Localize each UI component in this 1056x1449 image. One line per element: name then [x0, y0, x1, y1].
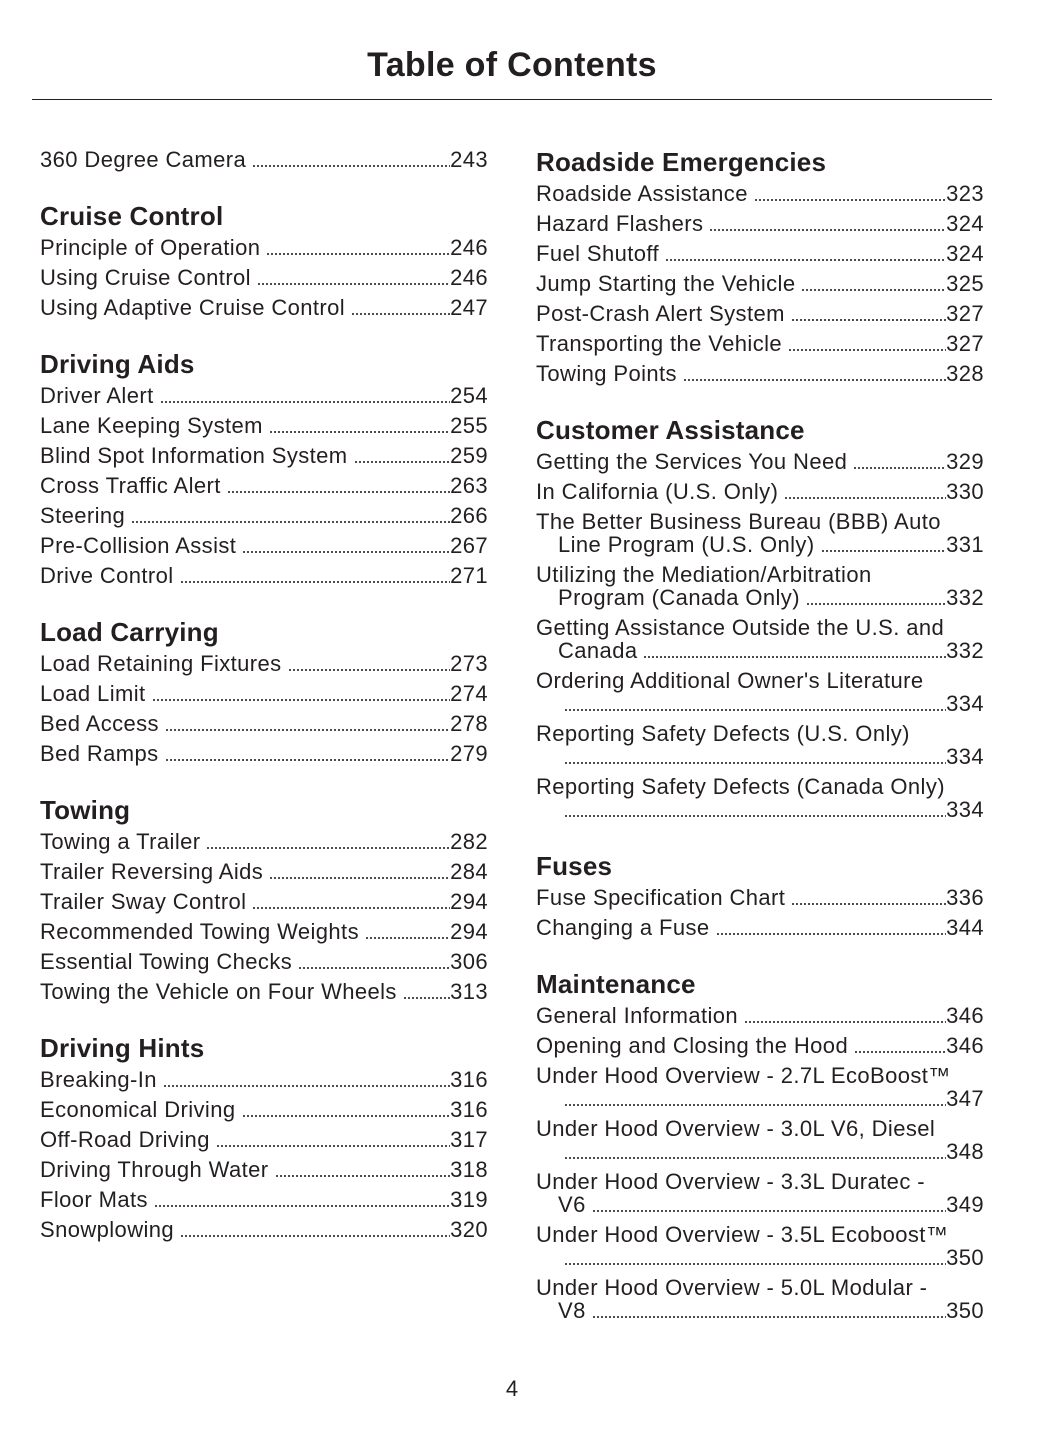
toc-entry-wrapped[interactable]	[536, 507, 984, 560]
entry-page-number: 294	[450, 889, 488, 914]
toc-entry-wrapped[interactable]	[536, 772, 984, 825]
section-heading: Cruise Control	[40, 201, 224, 231]
dot-leader	[227, 491, 450, 493]
dot-leader	[216, 1145, 450, 1147]
entry-title: Essential Towing Checks	[40, 949, 293, 974]
entry-page-number: 324	[946, 241, 984, 266]
section-heading: Towing	[40, 795, 131, 825]
entry-title: Changing a Fuse	[536, 915, 710, 940]
toc-entry[interactable]	[40, 531, 488, 561]
entry-page-number: 266	[450, 503, 488, 528]
entry-page-number: 273	[450, 651, 488, 676]
entry-page-number: 328	[946, 361, 984, 386]
toc-entry[interactable]	[40, 1065, 488, 1095]
entry-page-number: 327	[946, 331, 984, 356]
entry-page-number: 334	[946, 691, 984, 716]
dot-leader	[351, 313, 450, 315]
entry-page-number: 323	[946, 181, 984, 206]
dot-leader	[165, 759, 451, 761]
dot-leader	[269, 431, 450, 433]
entry-title: Driving Through Water	[40, 1157, 269, 1182]
entry-page-number: 263	[450, 473, 488, 498]
entry-page-number: 278	[450, 711, 488, 736]
dot-leader	[564, 815, 946, 817]
toc-entry[interactable]	[40, 381, 488, 411]
entry-title: Line Program (U.S. Only)	[558, 532, 815, 557]
toc-entry[interactable]	[40, 561, 488, 591]
entry-page-number: 349	[946, 1192, 984, 1217]
toc-right-column	[536, 145, 984, 1326]
toc-entry[interactable]	[40, 471, 488, 501]
toc-entry[interactable]	[536, 883, 984, 913]
dot-leader	[592, 1316, 946, 1318]
entry-page-number: 274	[450, 681, 488, 706]
entry-title: Post-Crash Alert System	[536, 301, 785, 326]
dot-leader	[854, 1051, 946, 1053]
dot-leader	[564, 709, 946, 711]
dot-leader	[683, 379, 946, 381]
entry-page-number: 318	[450, 1157, 488, 1182]
dot-leader	[206, 847, 450, 849]
toc-entry-wrapped[interactable]	[536, 1220, 984, 1273]
toc-entry[interactable]	[40, 827, 488, 857]
section-heading: Fuses	[536, 851, 613, 881]
dot-leader	[791, 903, 946, 905]
entry-page-number: 284	[450, 859, 488, 884]
entry-page-number: 332	[946, 638, 984, 663]
entry-title: Jump Starting the Vehicle	[536, 271, 796, 296]
dot-leader	[131, 521, 450, 523]
entry-title: Program (Canada Only)	[558, 585, 800, 610]
toc-entry[interactable]	[536, 583, 984, 613]
toc-entry[interactable]	[40, 263, 488, 293]
toc-entry[interactable]	[40, 739, 488, 769]
entry-title: Under Hood Overview - 3.3L Duratec -	[536, 1169, 925, 1194]
entry-title: Towing Points	[536, 361, 677, 386]
entry-title: Roadside Assistance	[536, 181, 748, 206]
toc-entry[interactable]	[40, 679, 488, 709]
dot-leader	[853, 467, 946, 469]
entry-title: Fuse Specification Chart	[536, 885, 786, 910]
toc-entry[interactable]	[536, 299, 984, 329]
entry-title: Using Cruise Control	[40, 265, 251, 290]
entry-title: Load Limit	[40, 681, 146, 706]
entry-title: Bed Access	[40, 711, 159, 736]
dot-leader	[592, 1210, 946, 1212]
section-heading: Load Carrying	[40, 617, 219, 647]
entry-title: Off-Road Driving	[40, 1127, 210, 1152]
entry-page-number: 279	[450, 741, 488, 766]
dot-leader	[665, 259, 946, 261]
dot-leader	[252, 907, 450, 909]
toc-entry[interactable]	[536, 359, 984, 389]
entry-page-number: 316	[450, 1067, 488, 1092]
section-heading: Roadside Emergencies	[536, 147, 827, 177]
dot-leader	[564, 1157, 946, 1159]
entry-page-number: 306	[450, 949, 488, 974]
dot-leader	[165, 729, 450, 731]
entry-page-number: 332	[946, 585, 984, 610]
entry-title: Using Adaptive Cruise Control	[40, 295, 346, 320]
toc-entry[interactable]	[40, 977, 488, 1007]
entry-title: Principle of Operation	[40, 235, 261, 260]
dot-leader	[163, 1085, 450, 1087]
dot-leader	[252, 165, 450, 167]
toc-entry-wrapped[interactable]	[536, 1167, 984, 1220]
entry-page-number: 246	[450, 265, 488, 290]
section-heading: Driving Aids	[40, 349, 195, 379]
entry-page-number: 347	[946, 1086, 984, 1111]
toc-entry[interactable]	[40, 1185, 488, 1215]
toc-entry[interactable]	[40, 411, 488, 441]
toc-entry[interactable]	[40, 1215, 488, 1245]
dot-leader	[801, 289, 946, 291]
entry-title: Cross Traffic Alert	[40, 473, 221, 498]
entry-page-number: 350	[946, 1298, 984, 1323]
section-heading: Maintenance	[536, 969, 696, 999]
entry-title: Under Hood Overview - 2.7L EcoBoost™	[536, 1063, 951, 1088]
toc-entry-wrapped[interactable]	[536, 560, 984, 613]
toc-left-column	[40, 145, 488, 1245]
dot-leader	[564, 1263, 946, 1265]
entry-page-number: 254	[450, 383, 488, 408]
entry-title: Under Hood Overview - 3.0L V6, Diesel	[536, 1116, 936, 1141]
entry-title: Canada	[558, 638, 638, 663]
entry-title: Under Hood Overview - 3.5L Ecoboost™	[536, 1222, 949, 1247]
entry-page-number: 259	[450, 443, 488, 468]
toc-entry[interactable]	[40, 1125, 488, 1155]
section-heading: Customer Assistance	[536, 415, 805, 445]
toc-entry[interactable]	[536, 447, 984, 477]
dot-leader	[152, 699, 451, 701]
toc-entry-wrapped[interactable]	[536, 1061, 984, 1114]
toc-entry[interactable]	[536, 209, 984, 239]
entry-page-number: 331	[946, 532, 984, 557]
dot-leader	[354, 461, 451, 463]
entry-page-number: 346	[946, 1033, 984, 1058]
dot-leader	[365, 937, 450, 939]
toc-entry-wrapped[interactable]	[536, 1114, 984, 1167]
entry-title: Steering	[40, 503, 126, 528]
dot-leader	[716, 933, 947, 935]
section-heading: Driving Hints	[40, 1033, 205, 1063]
dot-leader	[788, 349, 946, 351]
entry-page-number: 344	[946, 915, 984, 940]
entry-title: Load Retaining Fixtures	[40, 651, 282, 676]
entry-page-number: 316	[450, 1097, 488, 1122]
entry-page-number: 246	[450, 235, 488, 260]
toc-entry[interactable]	[536, 329, 984, 359]
entry-page-number: 255	[450, 413, 488, 438]
entry-page-number: 336	[946, 885, 984, 910]
entry-page-number: 247	[450, 295, 488, 320]
entry-title: Breaking-In	[40, 1067, 157, 1092]
toc-entry[interactable]	[40, 947, 488, 977]
toc-entry[interactable]	[536, 239, 984, 269]
toc-entry-wrapped[interactable]	[536, 1273, 984, 1326]
entry-title: Trailer Sway Control	[40, 889, 247, 914]
entry-title: Towing a Trailer	[40, 829, 201, 854]
entry-title: Blind Spot Information System	[40, 443, 348, 468]
entry-page-number: 348	[946, 1139, 984, 1164]
dot-leader	[791, 319, 946, 321]
entry-title: Floor Mats	[40, 1187, 148, 1212]
entry-page-number: 330	[946, 479, 984, 504]
entry-page-number: 329	[946, 449, 984, 474]
dot-leader	[257, 283, 450, 285]
dot-leader	[403, 997, 450, 999]
dot-leader	[709, 229, 946, 231]
toc-entry[interactable]	[536, 477, 984, 507]
entry-page-number: 327	[946, 301, 984, 326]
toc-entry[interactable]	[40, 145, 488, 175]
toc-entry[interactable]	[536, 913, 984, 943]
entry-page-number: 243	[450, 147, 488, 172]
dot-leader	[242, 551, 450, 553]
entry-title: Getting Assistance Outside the U.S. and	[536, 615, 945, 640]
toc-entry[interactable]	[40, 441, 488, 471]
toc-entry-wrapped[interactable]	[536, 613, 984, 666]
entry-title: V8	[558, 1298, 586, 1323]
toc-entry[interactable]	[536, 1001, 984, 1031]
toc-entry[interactable]	[40, 649, 488, 679]
entry-title: Utilizing the Mediation/Arbitration	[536, 562, 872, 587]
entry-title: Getting the Services You Need	[536, 449, 848, 474]
entry-title: Snowplowing	[40, 1217, 175, 1242]
entry-title: V6	[558, 1192, 586, 1217]
toc-entry[interactable]	[40, 501, 488, 531]
toc-entry[interactable]	[40, 1095, 488, 1125]
entry-title: Bed Ramps	[40, 741, 159, 766]
dot-leader	[154, 1205, 450, 1207]
toc-entry[interactable]	[40, 887, 488, 917]
entry-page-number: 267	[450, 533, 488, 558]
entry-page-number: 346	[946, 1003, 984, 1028]
entry-title: Hazard Flashers	[536, 211, 704, 236]
entry-page-number: 334	[946, 744, 984, 769]
toc-entry[interactable]	[536, 269, 984, 299]
entry-title: Lane Keeping System	[40, 413, 263, 438]
toc-entry[interactable]	[40, 857, 488, 887]
entry-title: General Information	[536, 1003, 739, 1028]
entry-page-number: 324	[946, 211, 984, 236]
entry-title: Ordering Additional Owner's Literature	[536, 668, 924, 693]
entry-title: Economical Driving	[40, 1097, 236, 1122]
page-number: 4	[505, 1376, 519, 1401]
entry-title: Transporting the Vehicle	[536, 331, 783, 356]
dot-leader	[269, 877, 450, 879]
entry-page-number: 271	[450, 563, 488, 588]
title-divider	[32, 99, 992, 100]
dot-leader	[298, 967, 450, 969]
toc-entry[interactable]	[536, 1031, 984, 1061]
entry-page-number: 294	[450, 919, 488, 944]
dot-leader	[784, 497, 946, 499]
toc-entry[interactable]	[536, 179, 984, 209]
entry-title: Fuel Shutoff	[536, 241, 660, 266]
entry-title: Opening and Closing the Hood	[536, 1033, 849, 1058]
entry-page-number: 317	[450, 1127, 488, 1152]
dot-leader	[180, 581, 451, 583]
entry-title: Reporting Safety Defects (Canada Only)	[536, 774, 945, 799]
dot-leader	[643, 656, 946, 658]
dot-leader	[160, 401, 450, 403]
entry-page-number: 319	[450, 1187, 488, 1212]
dot-leader	[744, 1021, 946, 1023]
dot-leader	[564, 762, 946, 764]
entry-title: Pre-Collision Assist	[40, 533, 237, 558]
toc-entry[interactable]	[40, 917, 488, 947]
entry-page-number: 320	[450, 1217, 488, 1242]
toc-entry-wrapped[interactable]	[536, 666, 984, 719]
entry-title: Driver Alert	[40, 383, 154, 408]
entry-title: Under Hood Overview - 5.0L Modular -	[536, 1275, 928, 1300]
dot-leader	[180, 1235, 450, 1237]
entry-page-number: 313	[450, 979, 488, 1004]
toc-entry[interactable]	[40, 709, 488, 739]
entry-page-number: 350	[946, 1245, 984, 1270]
page-title: Table of Contents	[367, 46, 657, 84]
entry-title: Recommended Towing Weights	[40, 919, 359, 944]
entry-title: Reporting Safety Defects (U.S. Only)	[536, 721, 910, 746]
entry-page-number: 325	[946, 271, 984, 296]
toc-entry[interactable]	[40, 293, 488, 323]
dot-leader	[266, 253, 450, 255]
entry-title: In California (U.S. Only)	[536, 479, 779, 504]
toc-entry[interactable]	[40, 1155, 488, 1185]
dot-leader	[242, 1115, 451, 1117]
dot-leader	[754, 199, 946, 201]
toc-entry[interactable]	[40, 233, 488, 263]
dot-leader	[275, 1175, 451, 1177]
entry-title: 360 Degree Camera	[40, 147, 247, 172]
toc-entry-wrapped[interactable]	[536, 719, 984, 772]
dot-leader	[564, 1104, 946, 1106]
entry-title: Towing the Vehicle on Four Wheels	[40, 979, 397, 1004]
entry-page-number: 334	[946, 797, 984, 822]
dot-leader	[806, 603, 946, 605]
entry-title: Trailer Reversing Aids	[40, 859, 264, 884]
dot-leader	[821, 550, 947, 552]
dot-leader	[288, 669, 451, 671]
entry-page-number: 282	[450, 829, 488, 854]
entry-title: The Better Business Bureau (BBB) Auto	[536, 509, 941, 534]
entry-title: Drive Control	[40, 563, 174, 588]
